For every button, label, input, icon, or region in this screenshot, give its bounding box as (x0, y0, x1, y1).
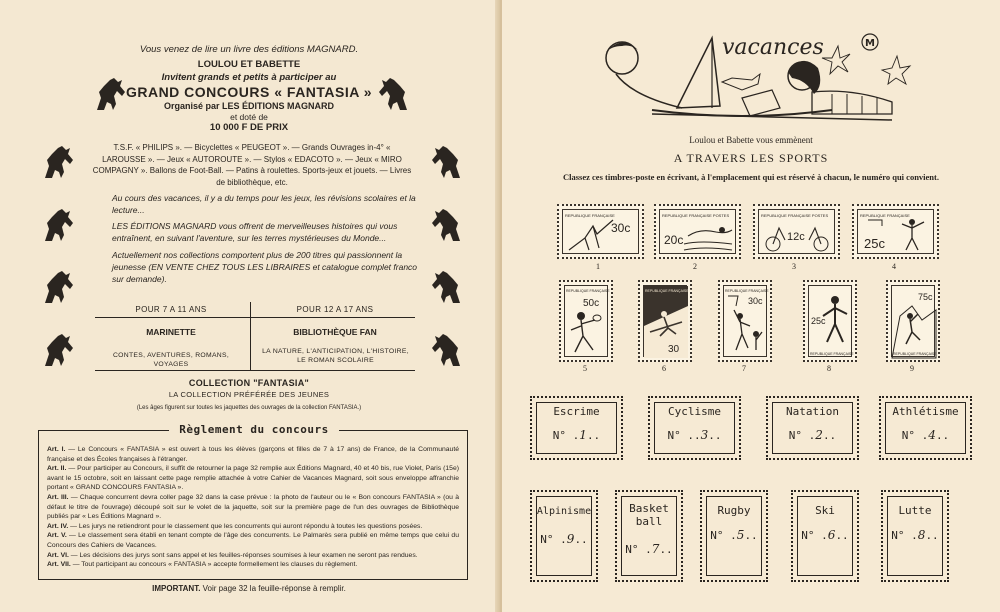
stamp-wrestling (803, 280, 857, 362)
sport-label: Rugby (717, 504, 751, 517)
stamp-number: 9 (910, 364, 914, 373)
reglement-articles (47, 445, 459, 570)
stamp-illustration (643, 285, 704, 357)
article (47, 464, 459, 493)
stamp-caption: REPUBLIQUE FRANÇAISE (565, 213, 615, 218)
stamp-number: 2 (693, 262, 697, 271)
horse-icon (40, 267, 80, 307)
answer-value: 8 (917, 528, 926, 542)
answer-box-escrime[interactable] (530, 396, 623, 460)
answer-box-natation[interactable] (766, 396, 859, 460)
answer-prefix: N° (788, 429, 803, 442)
article (47, 493, 459, 522)
answer-prefix: N° (891, 529, 905, 542)
answer-prefix: N° (552, 429, 567, 442)
loulou-babette-right: Loulou et Babette vous emmènent (689, 135, 813, 145)
important-label: IMPORTANT. (152, 584, 201, 593)
answer-field[interactable]: N° .7.. (625, 542, 673, 556)
answer-field[interactable]: N° .4.. (901, 428, 950, 442)
paragraph-magnard: LES ÉDITIONS MAGNARD vous offrent de merveilleuses histoires qui vous entraînent, en suivant l'aventure, sur les terres mystérieuses du Monde... (112, 221, 398, 243)
answer-field[interactable]: N° .2.. (788, 428, 837, 442)
answer-box-alpinisme[interactable] (530, 490, 598, 582)
stamp-ski (638, 280, 704, 362)
article-number: Art. VI. (47, 551, 69, 559)
stamp-number: 6 (662, 364, 666, 373)
stamp-number: 8 (827, 364, 831, 373)
stamp-illustration (758, 209, 835, 254)
horse-icon (425, 142, 465, 182)
fan-desc: LA NATURE, L'ANTICIPATION, L'HISTOIRE, LE ROMAN SCOLAIRE (262, 348, 409, 364)
stamp-illustration (562, 209, 639, 254)
answer-value: 7 (651, 542, 660, 556)
collection-fantasia: COLLECTION "FANTASIA" (188, 378, 310, 388)
stamp-value: 30c (748, 296, 763, 306)
article (47, 445, 459, 464)
stamp-caption: REPUBLIQUE FRANÇAISE POSTES (662, 213, 730, 218)
article-text: — Le classement sera établi en tenant compte de l'âge des concurrents. Le Palmarès sera publié en même temps que celui du Concours des Cahiers de Vacances. (47, 532, 459, 549)
paragraph-vacances: Au cours des vacances, il y a du temps pour les jeux, les révisions scolaires et la lecture... (112, 193, 416, 215)
paragraph-collections: Actuellement nos collections comportent plus de 200 titres qui passionnent la jeunesse (EN VENTE CHEZ TOUS LES LIBRAIRES et catalogue complet franco sur demande). (112, 250, 418, 284)
stamp-illustration (659, 209, 736, 254)
article (47, 522, 459, 532)
sport-label: Natation (786, 405, 839, 418)
marinette-desc: CONTES, AVENTURES, ROMANS, VOYAGES (112, 352, 230, 368)
left-page (0, 0, 498, 612)
dote-line: et doté de (230, 112, 268, 122)
stamp-caption: REPUBLIQUE FRANÇAISE (893, 352, 937, 356)
stamp-caption: REPUBLIQUE FRANÇAISE (860, 213, 910, 218)
answer-prefix: N° (710, 529, 724, 542)
horse-icon (92, 74, 132, 114)
stamp-number: 7 (742, 364, 746, 373)
sport-label: Basket ball (629, 502, 669, 528)
stamp-rugby (559, 280, 613, 362)
answer-field[interactable]: N° .1.. (552, 428, 601, 442)
article-text: — Les jurys ne retiendront pour le classement que les concurrents qui auront répondu à toutes les questions posées. (70, 522, 423, 530)
collection-fantasia-sub: LA COLLECTION PRÉFÉRÉE DES JEUNES (168, 390, 330, 399)
answer-value: 3 (700, 428, 709, 442)
loulou-babette: LOULOU ET BABETTE (197, 59, 301, 70)
article-text: — Tout participant au concours « FANTASIA » accepte formellement les clauses du règlement. (72, 561, 358, 569)
stamp-caption: REPUBLIQUE FRANÇAISE POSTES (645, 289, 704, 293)
right-page (502, 0, 1000, 612)
answer-box-ski[interactable] (791, 490, 859, 582)
article-number: Art. II. (47, 465, 67, 473)
important-note (0, 584, 498, 593)
column-vertical-divider (250, 302, 251, 370)
article-text: — Chaque concurrent devra coller page 32 dans la case prévue : la photo de l'auteur ou le « Bon concours FANTASIA » (ou à défaut le titre de l'ouvrage) découpé soit sur le volet de la jaquette, soit sur la première page de l'un des ouvrages de Bibliothèque publiés par « Les Éditions Magnard ». (47, 493, 459, 521)
article (47, 560, 459, 570)
stamp-number: 5 (583, 364, 587, 373)
article (47, 551, 459, 561)
stamp-illustration (564, 285, 608, 357)
stamp-basketball (718, 280, 772, 362)
stamp-illustration (723, 285, 767, 357)
answer-prefix: N° (540, 533, 554, 546)
answer-value: 4 (928, 428, 936, 442)
important-text: Voir page 32 la feuille-réponse à remplir. (202, 584, 346, 593)
column-age-1: POUR 7 A 11 ANS (135, 305, 207, 314)
stamp-value: 30 (668, 344, 680, 355)
answer-prefix: N° (667, 429, 681, 442)
stamp-value: 12c (787, 231, 805, 243)
stamp-illustration (808, 285, 852, 357)
answer-field[interactable]: N° .6.. (801, 528, 849, 542)
horse-icon (40, 205, 80, 245)
a-travers-les-sports: A TRAVERS LES SPORTS (673, 151, 829, 165)
reglement-box (38, 423, 468, 580)
article-text: — Le Concours « FANTASIA » est ouvert à tous les élèves (garçons et filles de 7 à 17 ans) de France, de la Communauté française et des Écoles françaises à l'étranger. (47, 446, 459, 463)
instruction-line: Classez ces timbres-poste en écrivant, à l'emplacement qui est réservé à chacun, le numéro qui convient. (563, 172, 939, 182)
sport-label: Ski (815, 504, 835, 517)
answer-field[interactable]: N° .9.. (540, 532, 588, 546)
article-text: — Les décisions des jurys sont sans appel et les feuilles-réponses soumises à leur examen ne seront pas rendues. (70, 551, 418, 559)
stamp-fencing (557, 204, 644, 259)
article (47, 531, 459, 550)
answer-value: 5 (736, 528, 745, 542)
article-number: Art. IV. (47, 522, 69, 530)
horse-icon (40, 330, 80, 370)
horse-icon (425, 205, 465, 245)
article-number: Art. III. (47, 493, 69, 501)
answer-value: 2 (815, 428, 823, 442)
answer-field[interactable]: N° ..3.. (667, 428, 722, 442)
collection-bibliotheque-fan: BIBLIOTHÈQUE FAN (293, 327, 377, 337)
answer-box-basketball[interactable] (615, 490, 683, 582)
stamp-value: 30c (611, 221, 631, 235)
answer-box-lutte[interactable] (881, 490, 949, 582)
collection-marinette: MARINETTE (146, 327, 196, 337)
article-number: Art. I. (47, 446, 66, 453)
column-age-2: POUR 12 A 17 ANS (296, 305, 374, 314)
vacances-logo-text: vacances (722, 35, 824, 60)
horse-icon (425, 330, 465, 370)
sport-label: Escrime (553, 405, 600, 418)
reglement-title: Règlement du concours (169, 421, 339, 438)
answer-value: 9 (566, 532, 575, 546)
stamp-number: 4 (892, 262, 896, 271)
column-divider-line (95, 317, 415, 318)
horse-icon (372, 74, 412, 114)
sport-label: Lutte (898, 504, 932, 517)
stamp-number: 3 (792, 262, 796, 271)
stamp-illustration (891, 285, 935, 357)
invite-line: Invitent grands et petits à participer au (161, 72, 337, 83)
stamp-caption: REPUBLIQUE FRANÇAISE POSTES (761, 213, 829, 218)
collection-note: (Les âges figurent sur toutes les jaquettes des ouvrages de la collection FANTASIA.) (136, 405, 362, 411)
answer-box-cyclisme[interactable] (648, 396, 741, 460)
intro-line: Vous venez de lire un livre des éditions MAGNARD. (139, 44, 359, 55)
column-bottom-line (95, 370, 415, 371)
stamp-value: 25c (811, 316, 826, 326)
sport-label: Cyclisme (668, 405, 721, 418)
vacances-header-illustration (592, 28, 932, 126)
stamp-swimming (654, 204, 741, 259)
svg-text:M: M (865, 38, 875, 49)
article-number: Art. VII. (47, 561, 71, 569)
stamp-value: 50c (583, 298, 600, 309)
answer-value: 6 (827, 528, 836, 542)
article-number: Art. V. (47, 532, 67, 540)
prizes-list: T.S.F. « PHILIPS ». — Bicyclettes « PEUGEOT ». — Grands Ouvrages in-4° « LAROUSSE ». — Jeux « AUTOROUTE ». — Stylos « EDACOTO ». — Jeux « MIRO COMPAGNY ». Ballons de Foot-Ball. — Patins à roulettes. Sports-jeux et jouets. — Livres de bibliothèque, etc. (92, 143, 412, 187)
answer-prefix: N° (901, 429, 916, 442)
prix-line: 10 000 F DE PRIX (209, 122, 289, 133)
stamp-number: 1 (596, 262, 600, 271)
stamp-alpinism (886, 280, 940, 362)
grand-concours-title: GRAND CONCOURS « FANTASIA » (125, 84, 373, 100)
stamp-illustration (857, 209, 934, 254)
stamp-value: 25c (864, 236, 885, 251)
article-text: — Pour participer au Concours, il suffit de retourner la page 32 remplie aux Éditions Magnard, 40 et 40 bis, rue Violet, Paris (15e) avant le 15 octobre, soit en laissant cette page remplie attachée à votre Cahier de Vacances Magnard, soit sous enveloppe affranchie portant « GRAND CONCOURS FANTASIA ». (47, 465, 459, 492)
answer-value: 1 (579, 428, 587, 442)
answer-prefix: N° (625, 543, 639, 556)
stamp-value: 75c (918, 292, 933, 302)
answer-prefix: N° (801, 529, 815, 542)
organise-line: Organisé par LES ÉDITIONS MAGNARD (163, 101, 335, 111)
stamp-cycling (753, 204, 840, 259)
stamp-value: 20c (664, 233, 684, 247)
stamp-caption: REPUBLIQUE FRANÇAISE (810, 352, 854, 356)
stamp-caption: REPUBLIQUE FRANÇAISE (566, 289, 610, 293)
stamp-caption: REPUBLIQUE FRANÇAISE (725, 289, 769, 293)
sport-label: Athlétisme (892, 405, 959, 418)
answer-box-rugby[interactable] (700, 490, 768, 582)
horse-icon (425, 267, 465, 307)
horse-icon (40, 142, 80, 182)
stamp-athletics (852, 204, 939, 259)
answer-box-athletisme[interactable] (879, 396, 972, 460)
answer-field[interactable]: N° .5.. (710, 528, 758, 542)
sport-label: Alpinisme (536, 506, 592, 517)
answer-field[interactable]: N° .8.. (891, 528, 939, 542)
